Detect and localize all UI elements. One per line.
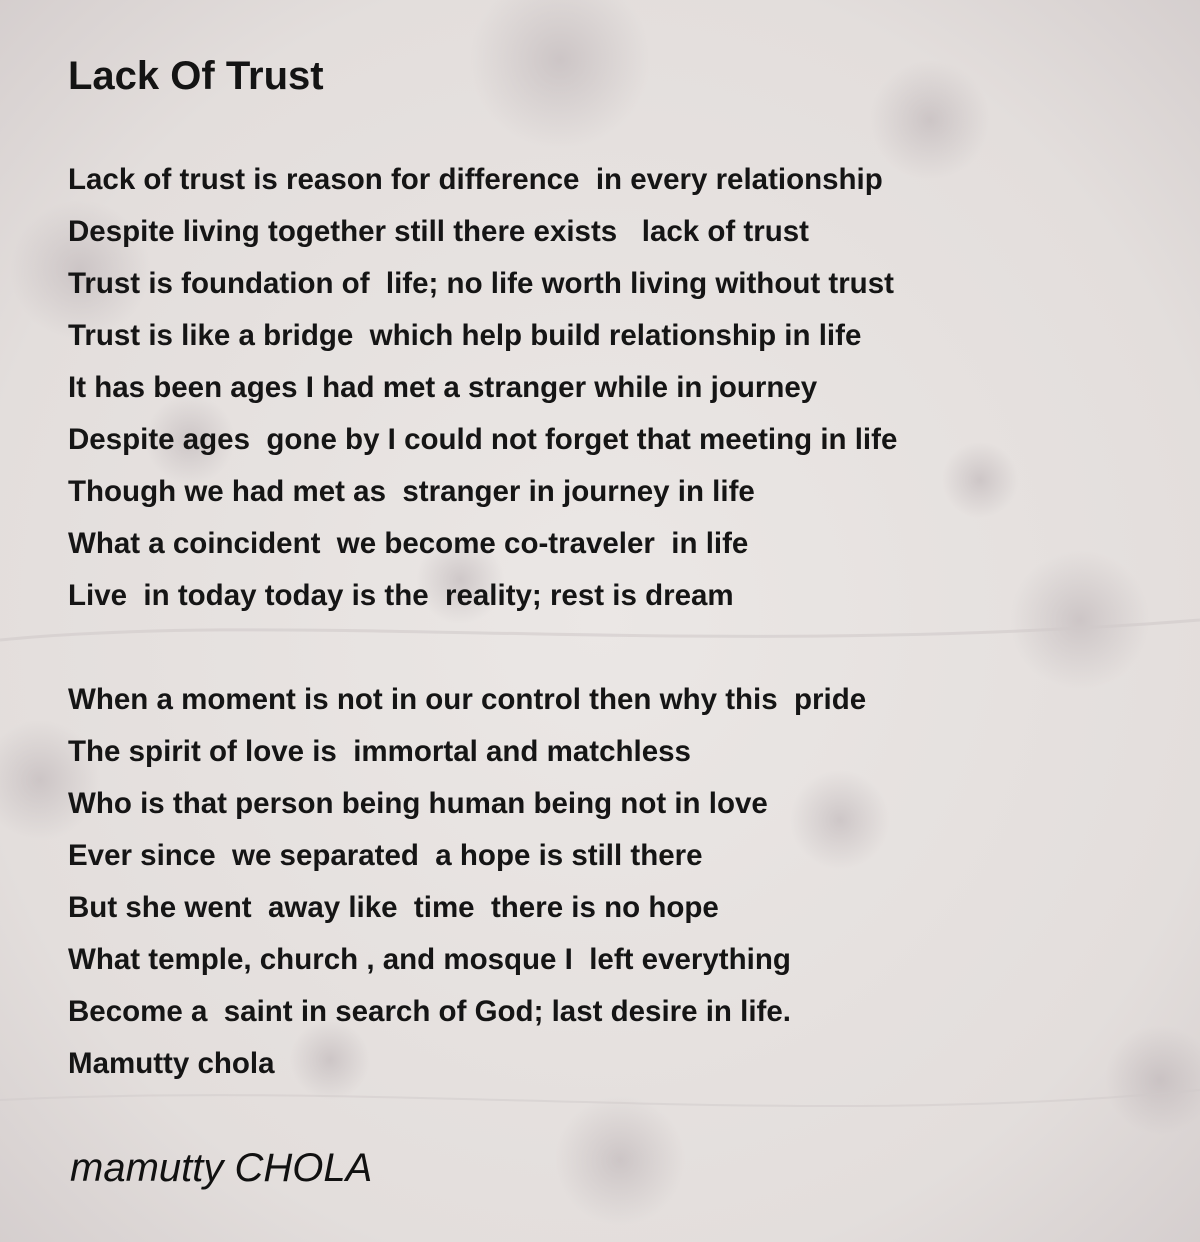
stanza-2: [68, 674, 866, 1090]
poem-line: Mamutty chola: [68, 1047, 275, 1080]
poem-line: Despite ages gone by I could not forget that meeting in life: [68, 423, 898, 456]
poem-line: Lack of trust is reason for difference in every relationship: [68, 163, 883, 196]
poem-line: What temple, church , and mosque I left everything: [68, 943, 791, 976]
poem-line: Live in today today is the reality; rest is dream: [68, 579, 734, 612]
poem-line: The spirit of love is immortal and matchless: [68, 735, 691, 768]
poem-line: Trust is like a bridge which help build relationship in life: [68, 319, 862, 352]
poem-line: When a moment is not in our control then why this pride: [68, 683, 867, 716]
poem-author: mamutty CHOLA: [70, 1146, 373, 1190]
poem-line: Though we had met as stranger in journey in life: [68, 475, 755, 508]
poem-line: Ever since we separated a hope is still there: [68, 839, 703, 872]
poem-line: It has been ages I had met a stranger while in journey: [68, 371, 818, 404]
poem-title: Lack Of Trust: [68, 54, 324, 98]
stanza-1: [68, 154, 897, 622]
poem-line: What a coincident we become co-traveler in life: [68, 527, 749, 560]
poem-line: Who is that person being human being not in love: [68, 787, 768, 820]
poem-line: But she went away like time there is no hope: [68, 891, 719, 924]
poem-line: Become a saint in search of God; last desire in life.: [68, 995, 791, 1028]
poem-line: Trust is foundation of life; no life worth living without trust: [68, 267, 894, 300]
poem-line: Despite living together still there exists lack of trust: [68, 215, 809, 248]
